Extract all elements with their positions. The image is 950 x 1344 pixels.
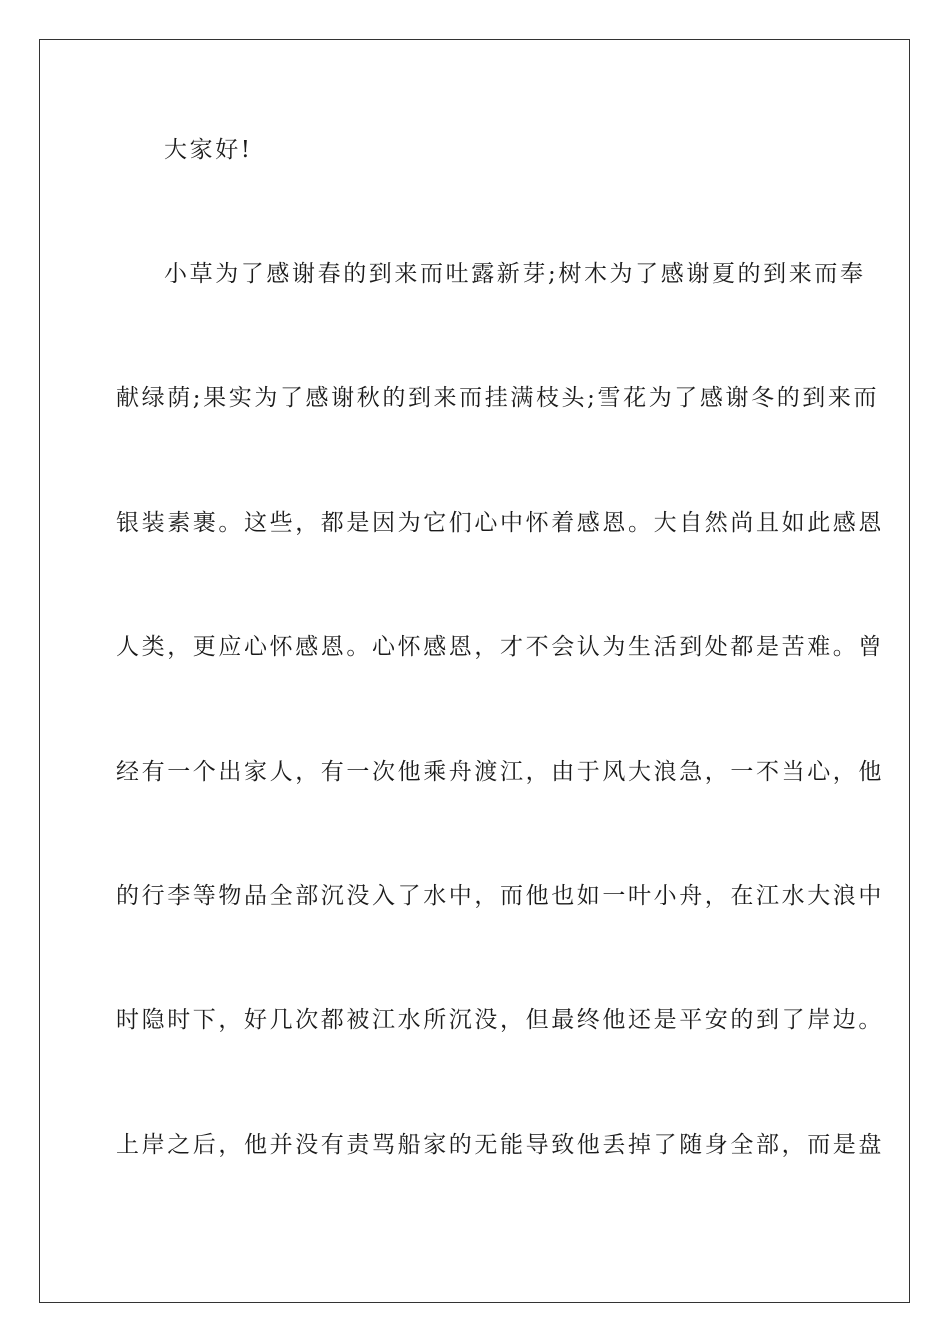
paragraph-line-1: 小草为了感谢春的到来而吐露新芽;树木为了感谢夏的到来而奉 bbox=[164, 261, 866, 287]
paragraph-line-6: 的行李等物品全部沉没入了水中，而他也如一叶小舟，在江水大浪中 bbox=[116, 883, 884, 909]
paragraph-line-4: 人类，更应心怀感恩。心怀感恩，才不会认为生活到处都是苦难。曾 bbox=[116, 634, 884, 660]
page-frame bbox=[39, 39, 910, 1303]
greeting-line: 大家好! bbox=[164, 137, 253, 163]
paragraph-line-8: 上岸之后，他并没有责骂船家的无能导致他丢掉了随身全部，而是盘 bbox=[116, 1132, 884, 1158]
paragraph-line-5: 经有一个出家人，有一次他乘舟渡江，由于风大浪急，一不当心，他 bbox=[116, 759, 884, 785]
paragraph-line-2: 献绿荫;果实为了感谢秋的到来而挂满枝头;雪花为了感谢冬的到来而 bbox=[116, 385, 880, 411]
paragraph-line-7: 时隐时下，好几次都被江水所沉没，但最终他还是平安的到了岸边。 bbox=[116, 1007, 884, 1033]
paragraph-line-3: 银装素裹。这些，都是因为它们心中怀着感恩。大自然尚且如此感恩 bbox=[116, 510, 884, 536]
